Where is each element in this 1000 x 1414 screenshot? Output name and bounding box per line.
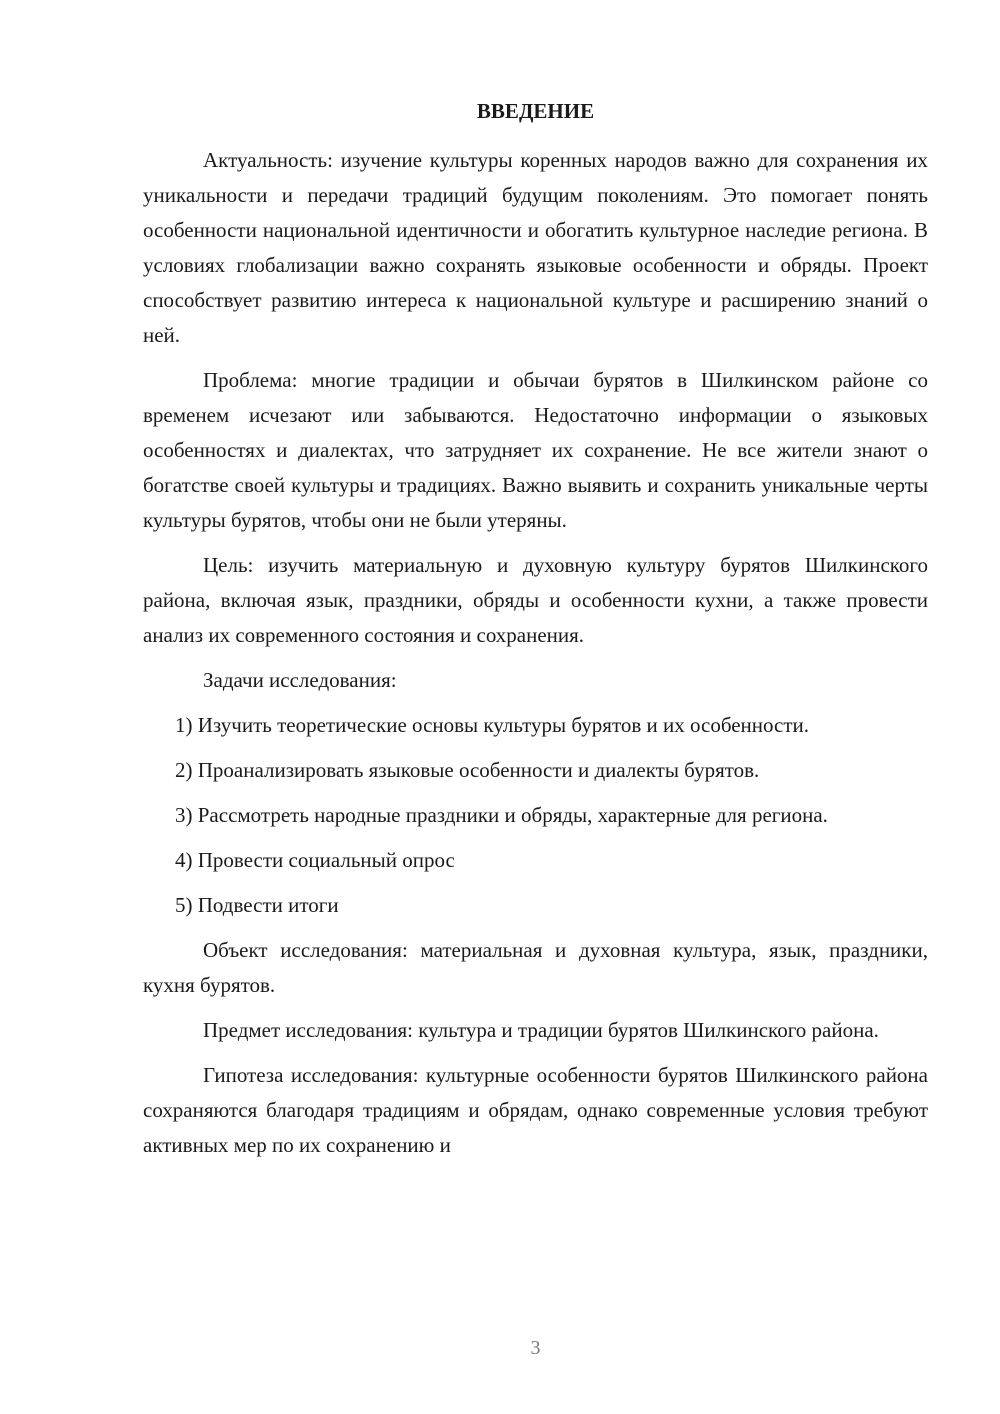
list-item-task-5: 5) Подвести итоги bbox=[175, 893, 339, 917]
document-body bbox=[143, 143, 928, 1173]
list-item-task-1: 1) Изучить теоретические основы культуры бурятов и их особенности. bbox=[175, 713, 810, 737]
list-item-task-2: 2) Проанализировать языковые особенности и диалекты бурятов. bbox=[175, 758, 760, 782]
list-item-task-3: 3) Рассмотреть народные праздники и обряды, характерные для региона. bbox=[175, 803, 828, 827]
paragraph-problem: Проблема: многие традиции и обычаи бурятов в Шилкинском районе со временем исчезают или забываются. Недостаточно информации о языковых особенностях и диалектах, что затрудняет их сохранение. Не все жители знают о богатстве своей культуры и традициях. Важно выявить и сохранить уникальные черты культуры бурятов, чтобы они не были утеряны. bbox=[143, 368, 928, 532]
section-title: ВВЕДЕНИЕ bbox=[476, 99, 595, 123]
paragraph-subject: Предмет исследования: культура и традиции бурятов Шилкинского района. bbox=[203, 1018, 879, 1042]
list-item-task-4: 4) Провести социальный опрос bbox=[175, 848, 455, 872]
paragraph-relevance: Актуальность: изучение культуры коренных народов важно для сохранения их уникальности и передачи традиций будущим поколениям. Это помогает понять особенности национальной идентичности и обогатить культурное наследие региона. В условиях глобализации важно сохранять языковые особенности и обряды. Проект способствует развитию интереса к национальной культуре и расширению знаний о ней. bbox=[143, 148, 928, 347]
paragraph-tasks-heading: Задачи исследования: bbox=[203, 668, 397, 692]
paragraph-goal: Цель: изучить материальную и духовную культуру бурятов Шилкинского района, включая язык, праздники, обряды и особенности кухни, а также провести анализ их современного состояния и сохранения. bbox=[143, 553, 928, 647]
paragraph-object: Объект исследования: материальная и духовная культура, язык, праздники, кухня бурятов. bbox=[143, 938, 928, 997]
page-number: 3 bbox=[530, 1337, 541, 1359]
paragraph-hypothesis: Гипотеза исследования: культурные особенности бурятов Шилкинского района сохраняются благодаря традициям и обрядам, однако современные условия требуют активных мер по их сохранению и bbox=[143, 1063, 928, 1157]
